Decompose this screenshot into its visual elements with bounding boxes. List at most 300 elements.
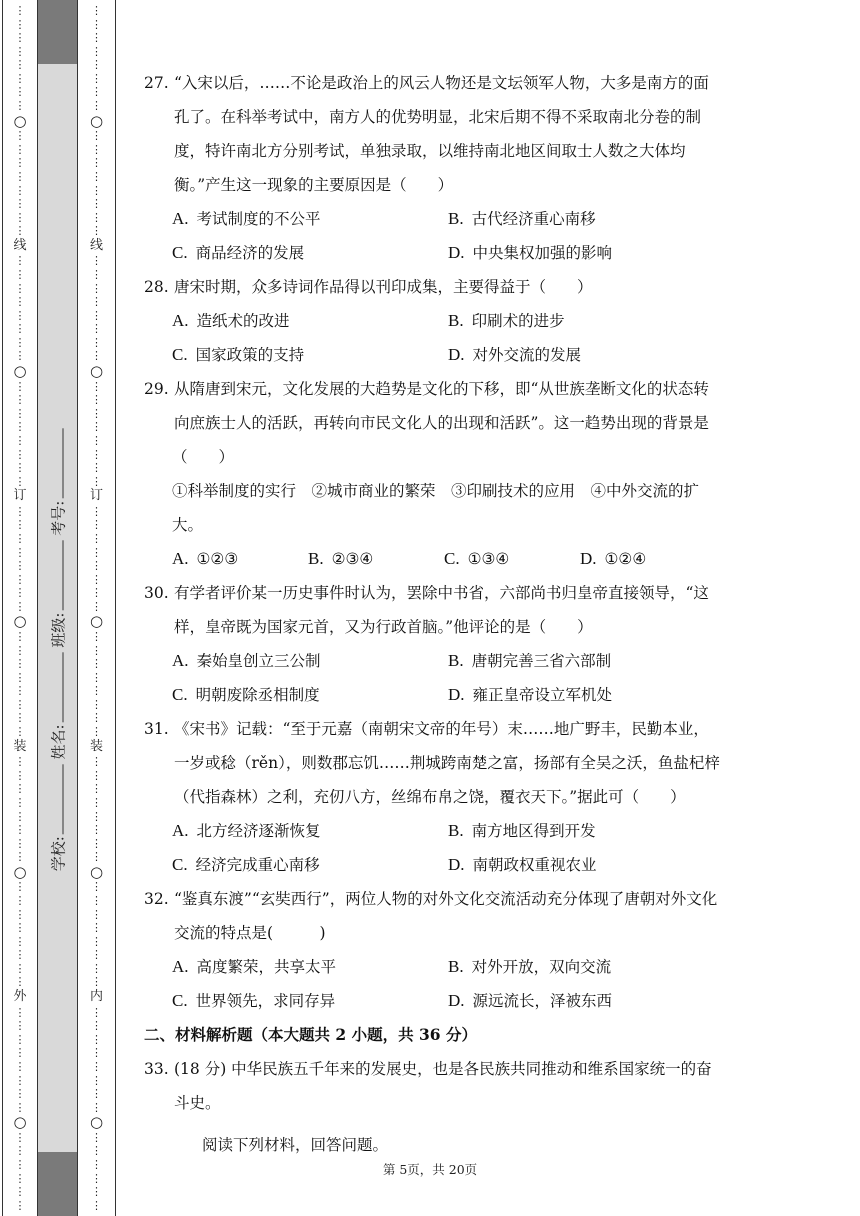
binding-dots: ⋮: [91, 643, 102, 657]
binding-char: 外: [13, 989, 27, 1005]
section-heading: 二、材料解析题（本大题共 2 小题，共 36 分）: [144, 1025, 477, 1044]
class-blank[interactable]: [49, 541, 64, 611]
option-text: 对外开放，双向交流: [471, 958, 612, 976]
binding-dots: ⋮: [14, 1185, 26, 1199]
binding-dots: ⋮: [14, 85, 26, 99]
question-text: 有学者评价某一历史事件时认为，罢除中书省，六部尚书归皇帝直接领导，“这样，皇帝既为国家元首，又为行政首脑。”他评论的是（ ）: [174, 584, 709, 636]
binding-circle: ○: [89, 862, 104, 881]
option-letter: A.: [172, 651, 189, 670]
binding-dots: ⋮: [14, 934, 26, 948]
binding-dots: ⋮: [91, 1032, 102, 1046]
binding-circle: ○: [13, 362, 27, 381]
binding-circle: ○: [89, 612, 104, 631]
binding-dots: ⋮: [14, 1032, 26, 1046]
binding-dots: ⋮: [14, 379, 26, 393]
binding-dots: ⋮: [91, 393, 102, 407]
question-blank: （ ）: [172, 448, 235, 466]
binding-dots: ⋮: [14, 1073, 26, 1087]
binding-dots: ⋮: [14, 1046, 26, 1060]
student-info-strip: [38, 0, 78, 1216]
option-text: ②③④: [331, 550, 374, 568]
binding-dots: ⋮: [14, 572, 26, 586]
binding-dots: ⋮: [91, 630, 102, 644]
binding-dots: ⋮: [14, 295, 26, 309]
binding-dots: ⋮: [14, 1019, 26, 1033]
binding-dots: ⋮: [91, 697, 102, 711]
question-29: [144, 372, 724, 576]
option-letter: A.: [172, 957, 189, 976]
option-text: ①②④: [604, 550, 647, 568]
binding-dots: ⋮: [14, 4, 26, 17]
binding-dots: ⋮: [14, 169, 26, 183]
binding-dots: ⋮: [14, 308, 26, 322]
binding-dots: ⋮: [91, 559, 102, 573]
option-text: 考试制度的不公平: [196, 210, 321, 228]
binding-dots: ⋮: [91, 907, 102, 921]
option-text: 明朝废除丞相制度: [195, 686, 320, 704]
binding-dots: ⋮: [91, 85, 102, 99]
binding-dots: ⋮: [91, 142, 102, 156]
question-number: 30.: [144, 584, 169, 602]
name-blank[interactable]: [49, 652, 64, 722]
option-letter: A.: [172, 821, 189, 840]
option-letter: B.: [448, 311, 464, 330]
binding-dots: ⋮: [14, 768, 26, 782]
exam-number-label: 考号:: [49, 500, 68, 536]
option-letter: B.: [448, 821, 464, 840]
binding-circle: ○: [89, 362, 104, 381]
option-text: 中央集权加强的影响: [472, 244, 613, 262]
binding-dots: ⋮: [91, 755, 102, 769]
option-text: 对外交流的发展: [472, 346, 582, 364]
option-text: 雍正皇帝设立军机处: [472, 686, 613, 704]
binding-char: 线: [13, 237, 27, 253]
binding-dots: ⋮: [91, 850, 102, 864]
options: [144, 644, 724, 712]
binding-dots: ⋮: [14, 795, 26, 809]
inner-binding-marks: [78, 0, 115, 1216]
binding-dots: ⋮: [91, 768, 102, 782]
binding-dots: ⋮: [91, 1005, 102, 1019]
binding-dots: ⋮: [91, 725, 102, 739]
binding-dots: ⋮: [14, 921, 26, 935]
binding-char: 订: [13, 488, 27, 504]
binding-dots: ⋮: [91, 1130, 102, 1144]
binding-dots: ⋮: [14, 156, 26, 170]
binding-dots: ⋮: [91, 447, 102, 461]
school-blank[interactable]: [49, 764, 64, 834]
option-text: 唐朝完善三省六部制: [471, 652, 612, 670]
options: [144, 542, 724, 576]
binding-dots: ⋮: [14, 197, 26, 211]
binding-dots: ⋮: [14, 322, 26, 336]
question-30: [144, 576, 724, 712]
exam-content: [144, 66, 724, 1162]
option-letter: D.: [448, 345, 465, 364]
question-stem: [144, 66, 724, 202]
binding-dots: ⋮: [91, 4, 102, 17]
option-letter: A.: [172, 549, 189, 568]
option-letter: C.: [444, 549, 460, 568]
options: [144, 950, 724, 1018]
binding-dots: ⋮: [91, 1019, 102, 1033]
option-letter: D.: [448, 855, 465, 874]
question-text: 唐宋时期，众多诗词作品得以刊印成集，主要得益于（ ）: [174, 278, 593, 296]
binding-dots: ⋮: [91, 670, 102, 684]
binding-dots: ⋮: [91, 210, 102, 224]
options: [144, 814, 724, 882]
binding-dots: ⋮: [91, 518, 102, 532]
option-b[interactable]: [448, 644, 724, 678]
option-text: 经济完成重心南移: [195, 856, 320, 874]
binding-dots: ⋮: [14, 433, 26, 447]
exam-number-blank[interactable]: [49, 429, 64, 499]
question-instruction: 阅读下列材料，回答问题。: [202, 1136, 389, 1154]
option-b[interactable]: [448, 814, 724, 848]
option-d[interactable]: [448, 984, 724, 1018]
question-stem: [144, 882, 724, 950]
binding-dots: ⋮: [14, 1005, 26, 1019]
binding-dots: ⋮: [14, 948, 26, 962]
binding-dots: ⋮: [91, 599, 102, 613]
binding-dots: ⋮: [91, 1073, 102, 1087]
option-letter: D.: [448, 685, 465, 704]
binding-dots: ⋮: [91, 1046, 102, 1060]
binding-dots: ⋮: [91, 880, 102, 894]
binding-dots: ⋮: [91, 1171, 102, 1185]
binding-dots: ⋮: [91, 224, 102, 238]
option-text: 印刷术的进步: [471, 312, 565, 330]
name-label: 姓名:: [49, 724, 68, 760]
option-text: 造纸术的改进: [196, 312, 290, 330]
option-c[interactable]: [444, 542, 580, 576]
binding-dots: ⋮: [91, 1087, 102, 1101]
binding-dots: ⋮: [14, 461, 26, 475]
binding-dots: ⋮: [14, 670, 26, 684]
binding-dots: ⋮: [14, 961, 26, 975]
binding-dots: ⋮: [91, 44, 102, 58]
binding-dots: ⋮: [14, 71, 26, 85]
binding-dots: ⋮: [91, 921, 102, 935]
option-c[interactable]: [172, 236, 448, 270]
binding-dots: ⋮: [14, 599, 26, 613]
option-text: 北方经济逐渐恢复: [196, 822, 321, 840]
option-text: 国家政策的支持: [195, 346, 305, 364]
binding-dots: ⋮: [14, 474, 26, 488]
binding-dots: ⋮: [14, 894, 26, 907]
binding-dots: ⋮: [91, 379, 102, 393]
option-a[interactable]: [172, 202, 448, 236]
binding-dots: ⋮: [14, 1198, 26, 1212]
binding-dots: ⋮: [91, 197, 102, 211]
binding-dots: ⋮: [91, 823, 102, 837]
info-line: [48, 429, 69, 872]
question-stem: [144, 270, 724, 304]
binding-dots: ⋮: [91, 934, 102, 948]
binding-dots: ⋮: [91, 1185, 102, 1199]
option-letter: D.: [448, 991, 465, 1010]
binding-dots: ⋮: [14, 823, 26, 837]
binding-dots: ⋮: [91, 795, 102, 809]
binding-dots: ⋮: [14, 684, 26, 698]
question-number: 27.: [144, 74, 169, 92]
binding-dots: ⋮: [91, 961, 102, 975]
binding-dots: ⋮: [14, 447, 26, 461]
option-a[interactable]: [172, 644, 448, 678]
binding-circle: ○: [13, 1113, 27, 1132]
binding-dots: ⋮: [91, 531, 102, 545]
question-stem: [144, 372, 724, 440]
option-letter: B.: [308, 549, 324, 568]
binding-dots: ⋮: [91, 1100, 102, 1114]
class-label: 班级:: [49, 612, 68, 648]
option-d[interactable]: [448, 338, 724, 372]
option-letter: C.: [172, 243, 188, 262]
binding-dots: ⋮: [14, 267, 26, 281]
question-number: 29.: [144, 380, 169, 398]
binding-dots: ⋮: [91, 975, 102, 989]
option-text: ①③④: [467, 550, 510, 568]
option-a[interactable]: [172, 814, 448, 848]
binding-dots: ⋮: [91, 711, 102, 725]
option-c[interactable]: [172, 678, 448, 712]
binding-dots: ⋮: [91, 183, 102, 197]
question-text: 从隋唐到宋元，文化发展的大趋势是文化的下移，即“从世族垄断文化的状态转向庶族士人的活跃，再转向市民文化人的出现和活跃”。这一趋势出现的背景是: [174, 380, 709, 432]
binding-dots: ⋮: [91, 782, 102, 796]
binding-char: 装: [13, 738, 27, 754]
binding-dots: ⋮: [14, 31, 26, 45]
binding-dots: ⋮: [91, 254, 102, 268]
binding-dots: ⋮: [91, 504, 102, 518]
binding-dots: ⋮: [91, 169, 102, 183]
option-c[interactable]: [172, 848, 448, 882]
binding-dots: ⋮: [91, 31, 102, 45]
option-letter: A.: [172, 311, 189, 330]
question-32: [144, 882, 724, 1018]
binding-char: 订: [89, 488, 103, 504]
binding-char: 内: [89, 989, 103, 1005]
option-d[interactable]: [448, 678, 724, 712]
option-b[interactable]: [308, 542, 444, 576]
option-letter: C.: [172, 685, 188, 704]
binding-dots: ⋮: [14, 545, 26, 559]
option-text: 高度繁荣，共享太平: [196, 958, 337, 976]
binding-dots: ⋮: [14, 1087, 26, 1101]
option-a[interactable]: [172, 950, 448, 984]
binding-strip-inner: [78, 0, 116, 1216]
question-number: 28.: [144, 278, 169, 296]
binding-dots: ⋮: [91, 684, 102, 698]
option-letter: D.: [580, 549, 597, 568]
binding-dots: ⋮: [14, 224, 26, 238]
binding-dots: ⋮: [91, 809, 102, 823]
student-info-fields: [38, 0, 78, 1216]
binding-dots: ⋮: [14, 349, 26, 363]
binding-dots: ⋮: [91, 545, 102, 559]
option-text: 秦始皇创立三公制: [196, 652, 321, 670]
question-33: [144, 1052, 724, 1162]
binding-dots: ⋮: [14, 559, 26, 573]
binding-dots: ⋮: [91, 58, 102, 72]
option-text: 南方地区得到开发: [471, 822, 596, 840]
binding-char: 装: [89, 738, 103, 754]
option-letter: C.: [172, 855, 188, 874]
question-items: ①科举制度的实行 ②城市商业的繁荣 ③印刷技术的应用 ④中外交流的扩大。: [172, 482, 700, 534]
binding-dots: ⋮: [14, 531, 26, 545]
binding-dots: ⋮: [14, 586, 26, 600]
binding-dots: ⋮: [14, 975, 26, 989]
binding-dots: ⋮: [14, 907, 26, 921]
option-a[interactable]: [172, 542, 308, 576]
binding-dots: ⋮: [91, 156, 102, 170]
binding-dots: ⋮: [14, 809, 26, 823]
binding-dots: ⋮: [91, 308, 102, 322]
question-number: 32.: [144, 890, 169, 908]
binding-dots: ⋮: [14, 697, 26, 711]
binding-dots: ⋮: [14, 254, 26, 268]
option-text: 世界领先，求同存异: [195, 992, 336, 1010]
option-letter: A.: [172, 209, 189, 228]
option-letter: B.: [448, 957, 464, 976]
binding-dots: ⋮: [91, 461, 102, 475]
binding-dots: ⋮: [91, 335, 102, 349]
binding-dots: ⋮: [14, 183, 26, 197]
binding-dots: ⋮: [14, 1144, 26, 1158]
question-31: [144, 712, 724, 882]
binding-dots: ⋮: [91, 1157, 102, 1171]
binding-dots: ⋮: [91, 433, 102, 447]
option-b[interactable]: [448, 202, 724, 236]
option-c[interactable]: [172, 338, 448, 372]
option-letter: B.: [448, 651, 464, 670]
option-d[interactable]: [580, 542, 716, 576]
question-27: [144, 66, 724, 270]
binding-dots: ⋮: [14, 142, 26, 156]
binding-dots: ⋮: [91, 836, 102, 850]
binding-dots: ⋮: [14, 1171, 26, 1185]
binding-dots: ⋮: [14, 1130, 26, 1144]
binding-dots: ⋮: [91, 322, 102, 336]
option-letter: B.: [448, 209, 464, 228]
binding-dots: ⋮: [91, 572, 102, 586]
binding-dots: ⋮: [14, 782, 26, 796]
binding-dots: ⋮: [91, 295, 102, 309]
option-b[interactable]: [448, 950, 724, 984]
binding-dots: ⋮: [91, 71, 102, 85]
binding-dots: ⋮: [91, 17, 102, 31]
binding-dots: ⋮: [91, 1198, 102, 1212]
binding-dots: ⋮: [91, 349, 102, 363]
outer-binding-marks: [3, 0, 37, 1216]
school-label: 学校:: [49, 836, 68, 872]
option-a[interactable]: [172, 304, 448, 338]
binding-dots: ⋮: [14, 406, 26, 420]
page-footer: 第 5页，共 20页: [382, 1162, 478, 1177]
binding-dots: ⋮: [91, 267, 102, 281]
binding-dots: ⋮: [14, 44, 26, 58]
binding-dots: ⋮: [14, 420, 26, 434]
question-text: 《宋书》记载：“至于元嘉（南朝宋文帝的年号）末……地广野丰，民勤本业，一岁或稔（rěn），则数郡忘饥……荆城跨南楚之富，扬部有全吴之沃，鱼盐杞梓（代指森林）之利，充仞八方，丝绵布帛之饶，覆衣天下。”据此可（ ）: [174, 720, 720, 806]
binding-dots: ⋮: [91, 586, 102, 600]
binding-dots: ⋮: [91, 281, 102, 295]
binding-dots: ⋮: [91, 1059, 102, 1073]
options: [144, 304, 724, 372]
binding-strip-outer: [2, 0, 38, 1216]
binding-dots: ⋮: [14, 657, 26, 671]
question-number: 33.: [144, 1060, 169, 1078]
binding-dots: ⋮: [91, 406, 102, 420]
binding-dots: ⋮: [14, 711, 26, 725]
binding-dots: ⋮: [14, 335, 26, 349]
option-letter: C.: [172, 991, 188, 1010]
binding-dots: ⋮: [14, 17, 26, 31]
binding-dots: ⋮: [14, 129, 26, 143]
binding-dots: ⋮: [14, 99, 26, 113]
option-b[interactable]: [448, 304, 724, 338]
option-text: 商品经济的发展: [195, 244, 305, 262]
option-text: 南朝政权重视农业: [472, 856, 597, 874]
question-text: (18 分) 中华民族五千年来的发展史，也是各民族共同推动和维系国家统一的奋斗史。: [174, 1060, 712, 1112]
binding-dots: ⋮: [14, 393, 26, 407]
binding-dots: ⋮: [14, 643, 26, 657]
binding-circle: ○: [89, 1113, 104, 1132]
question-number: 31.: [144, 720, 169, 738]
question-stem: [144, 1052, 724, 1120]
options: [144, 202, 724, 270]
option-d[interactable]: [448, 848, 724, 882]
question-text: “鉴真东渡”“玄奘西行”，两位人物的对外文化交流活动充分体现了唐朝对外文化交流的特点是( ): [174, 890, 718, 942]
binding-dots: ⋮: [14, 58, 26, 72]
binding-dots: ⋮: [14, 836, 26, 850]
binding-dots: ⋮: [91, 948, 102, 962]
binding-dots: ⋮: [91, 894, 102, 907]
binding-circle: ○: [13, 111, 27, 130]
binding-dots: ⋮: [91, 1144, 102, 1158]
question-28: [144, 270, 724, 372]
option-text: 源远流长，泽被东西: [472, 992, 613, 1010]
binding-char: 线: [89, 237, 103, 253]
binding-dots: ⋮: [14, 210, 26, 224]
option-text: ①②③: [196, 550, 239, 568]
question-text: “入宋以后，……不论是政治上的风云人物还是文坛领军人物，大多是南方的面孔了。在科举考试中，南方人的优势明显，北宋后期不得不采取南北分卷的制度，特许南北方分别考试，单独录取，以维持南北地区间取士人数之大体均衡。”产生这一现象的主要原因是（ ）: [174, 74, 709, 194]
binding-dots: ⋮: [91, 129, 102, 143]
binding-dots: ⋮: [14, 504, 26, 518]
binding-dots: ⋮: [14, 1157, 26, 1171]
option-letter: C.: [172, 345, 188, 364]
binding-dots: ⋮: [14, 281, 26, 295]
option-c[interactable]: [172, 984, 448, 1018]
binding-dots: ⋮: [14, 725, 26, 739]
option-text: 古代经济重心南移: [471, 210, 596, 228]
binding-dots: ⋮: [14, 880, 26, 894]
binding-dots: ⋮: [14, 1100, 26, 1114]
binding-dots: ⋮: [91, 420, 102, 434]
option-d[interactable]: [448, 236, 724, 270]
option-letter: D.: [448, 243, 465, 262]
question-stem: [144, 576, 724, 644]
question-stem: [144, 712, 724, 814]
binding-dots: ⋮: [14, 630, 26, 644]
binding-dots: ⋮: [14, 850, 26, 864]
binding-dots: ⋮: [91, 657, 102, 671]
binding-dots: ⋮: [91, 474, 102, 488]
binding-dots: ⋮: [14, 755, 26, 769]
binding-dots: ⋮: [14, 1059, 26, 1073]
binding-circle: ○: [13, 862, 27, 881]
binding-circle: ○: [89, 111, 104, 130]
binding-dots: ⋮: [91, 99, 102, 113]
binding-dots: ⋮: [14, 518, 26, 532]
